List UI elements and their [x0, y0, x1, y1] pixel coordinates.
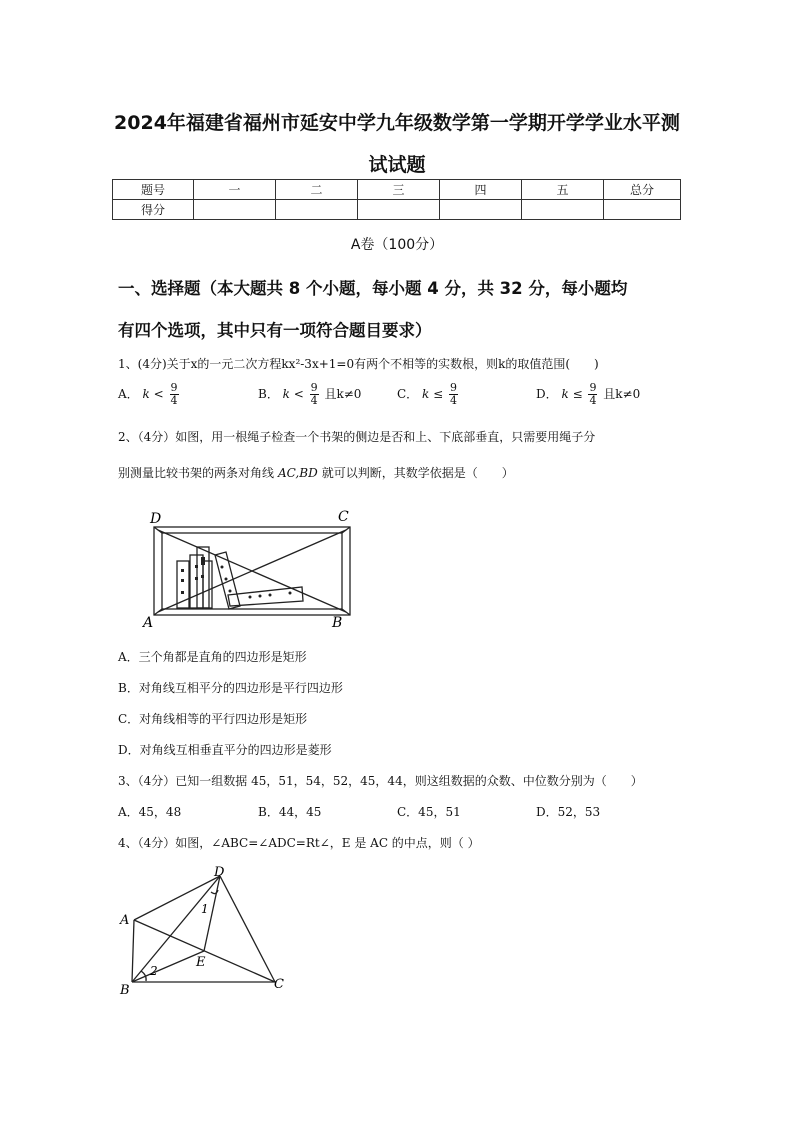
score-cell: 四 [440, 180, 522, 200]
denominator: 4 [450, 394, 458, 407]
q2-option-d[interactable]: D．对角线互相垂直平分的四边形是菱形 [118, 743, 332, 757]
denominator: 4 [310, 394, 318, 407]
label-c: C [274, 977, 284, 992]
q2-diagonals: AC,BD [278, 466, 318, 480]
score-input-cell [522, 200, 604, 220]
label-d: D [150, 511, 162, 527]
q3-stem: 3、（4分）已知一组数据 45，51，54，52，45，44，则这组数据的众数、中位数分别为（ ） [118, 774, 643, 788]
document-title-line-1: 2024年福建省福州市延安中学九年级数学第一学期开学学业水平测 [114, 112, 680, 134]
score-cell: 五 [522, 180, 604, 200]
option-letter: B． [258, 387, 279, 401]
q1-option-b[interactable] [258, 382, 361, 407]
score-cell: 一 [194, 180, 276, 200]
condition: 且k≠0 [324, 387, 362, 401]
numerator: 9 [310, 381, 318, 394]
score-input-cell [194, 200, 276, 220]
numerator: 9 [170, 381, 178, 394]
score-table-header-row [113, 180, 681, 200]
bookshelf-figure [140, 505, 365, 630]
q1-option-a[interactable] [118, 382, 181, 407]
label-b: B [332, 615, 343, 630]
label-c: C [338, 509, 349, 525]
relation: ≤ [433, 387, 444, 401]
q2-option-a[interactable]: A．三个角都是直角的四边形是矩形 [118, 650, 307, 664]
q4-stem: 4、（4分）如图，∠ABC=∠ADC=Rt∠，E 是 AC 的中点，则（ ） [118, 836, 480, 850]
score-input-cell [440, 200, 522, 220]
q2-stem-line-1: 2、（4分）如图，用一根绳子检查一个书架的侧边是否和上、下底部垂直，只需要用绳子分 [118, 430, 596, 444]
option-letter: D． [536, 387, 558, 401]
q2-option-c[interactable]: C．对角线相等的平行四边形是矩形 [118, 712, 308, 726]
volume-heading: A卷（100分） [350, 237, 444, 253]
denominator: 4 [589, 394, 597, 407]
variable-k: k [142, 387, 150, 401]
relation: < [153, 387, 164, 401]
q3-option-b[interactable]: B．44，45 [258, 805, 322, 819]
score-input-cell [276, 200, 358, 220]
fraction [588, 382, 597, 407]
fraction [449, 382, 458, 407]
q1-stem: 1、(4分)关于x的一元二次方程kx²-3x+1=0有两个不相等的实数根，则k的取值范围( ) [118, 357, 599, 371]
q3-option-d[interactable]: D．52，53 [536, 805, 601, 819]
condition: 且k≠0 [603, 387, 641, 401]
variable-k: k [282, 387, 290, 401]
q2-stem-pre: 别测量比较书架的两条对角线 [118, 466, 275, 480]
label-b: B [120, 983, 130, 998]
document-title-line-2: 试试题 [368, 154, 426, 176]
q2-stem-line-2 [118, 464, 514, 481]
q3-option-a[interactable]: A．45，48 [118, 805, 182, 819]
score-cell: 得分 [113, 200, 194, 220]
score-table-score-row [113, 200, 681, 220]
score-cell: 总分 [604, 180, 681, 200]
label-a: A [120, 913, 130, 928]
variable-k: k [561, 387, 569, 401]
numerator: 9 [589, 381, 597, 394]
score-input-cell [358, 200, 440, 220]
label-d: D [214, 865, 225, 880]
q1-option-d[interactable] [536, 382, 640, 407]
score-cell: 题号 [113, 180, 194, 200]
score-cell: 三 [358, 180, 440, 200]
q2-option-b[interactable]: B．对角线互相平分的四边形是平行四边形 [118, 681, 343, 695]
label-a: A [143, 615, 154, 630]
section-heading-line-1: 一、选择题（本大题共 8 个小题，每小题 4 分，共 32 分，每小题均 [118, 279, 628, 298]
section-heading-line-2: 有四个选项，其中只有一项符合题目要求） [118, 321, 432, 340]
fraction [170, 382, 179, 407]
q3-option-c[interactable]: C．45，51 [397, 805, 461, 819]
score-table [112, 179, 681, 220]
relation: ≤ [572, 387, 583, 401]
angle-label-1: 1 [201, 902, 209, 916]
score-cell: 二 [276, 180, 358, 200]
q1-option-c[interactable] [397, 382, 460, 407]
label-e: E [196, 955, 206, 970]
numerator: 9 [450, 381, 458, 394]
angle-label-2: 2 [150, 964, 158, 978]
q2-stem-post: 就可以判断，其数学依据是（ ） [321, 466, 514, 480]
variable-k: k [422, 387, 430, 401]
option-letter: A． [118, 387, 139, 401]
denominator: 4 [170, 394, 178, 407]
option-letter: C． [397, 387, 419, 401]
relation: < [293, 387, 304, 401]
fraction [310, 382, 319, 407]
score-input-cell [604, 200, 681, 220]
triangle-figure [110, 862, 290, 1002]
